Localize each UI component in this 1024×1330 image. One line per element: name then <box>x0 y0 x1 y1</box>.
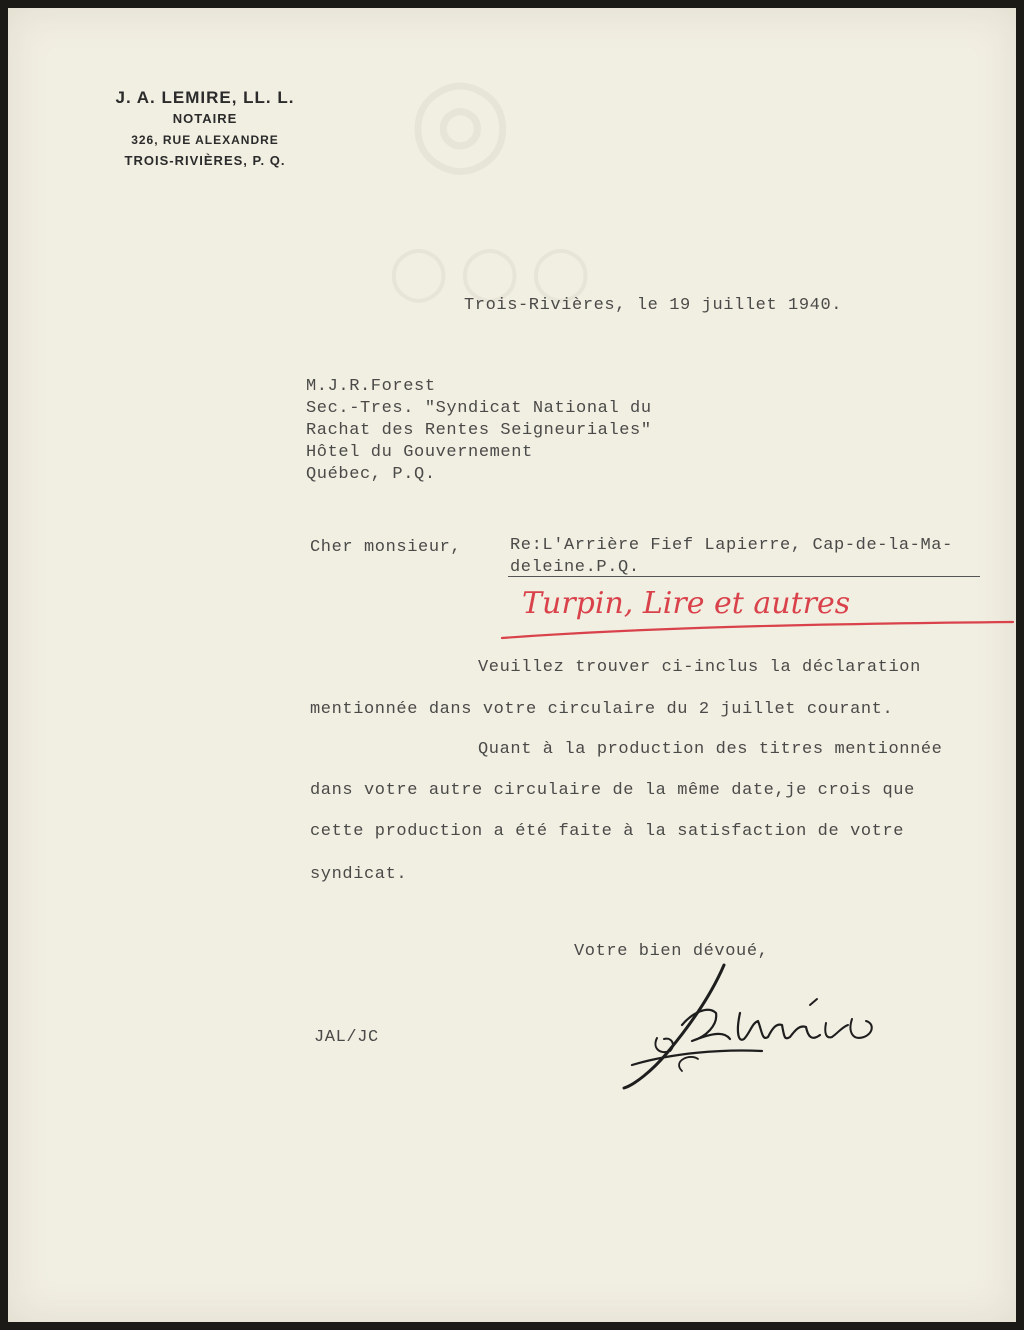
date-line: Trois-Rivières, le 19 juillet 1940. <box>464 296 843 315</box>
letterhead-city: TROIS-RIVIÈRES, P. Q. <box>124 153 286 168</box>
closing: Votre bien dévoué, <box>574 942 769 961</box>
signature <box>612 953 902 1093</box>
body-line: dans votre autre circulaire de la même date,je crois que <box>310 781 915 800</box>
body-line: cette production a été faite à la satisfaction de votre <box>310 822 905 841</box>
watermark-mark: ○○○ <box>388 228 602 311</box>
recipient-line: Hôtel du Gouvernement <box>306 443 533 462</box>
body-line: syndicat. <box>310 865 408 884</box>
letterhead-title: NOTAIRE <box>172 111 238 126</box>
recipient-line: M.J.R.Forest <box>306 377 436 396</box>
recipient-line: Rachat des Rentes Seigneuriales" <box>306 421 652 440</box>
letterhead-name: J. A. LEMIRE, LL. L. <box>115 88 295 107</box>
handwritten-note: Turpin, Lire et autres <box>522 586 851 621</box>
body-line: mentionnée dans votre circulaire du 2 juillet courant. <box>310 700 894 719</box>
salutation: Cher monsieur, <box>310 538 462 557</box>
letterhead-address: 326, RUE ALEXANDRE <box>131 133 279 147</box>
typist-initials: JAL/JC <box>314 1028 379 1047</box>
body-line: Veuillez trouver ci-inclus la déclaration <box>478 658 921 677</box>
reference-line-1: Re:L'Arrière Fief Lapierre, Cap-de-la-Ma- <box>510 536 953 555</box>
recipient-line: Sec.-Tres. "Syndicat National du <box>306 399 652 418</box>
red-underline <box>498 614 1018 644</box>
watermark-seal: ◎ <box>408 48 513 189</box>
recipient-line: Québec, P.Q. <box>306 465 436 484</box>
reference-underline <box>508 576 980 577</box>
reference-line-2: deleine.P.Q. <box>510 558 640 577</box>
letter-page <box>8 8 1016 1322</box>
body-line: Quant à la production des titres mentionnée <box>478 740 943 759</box>
